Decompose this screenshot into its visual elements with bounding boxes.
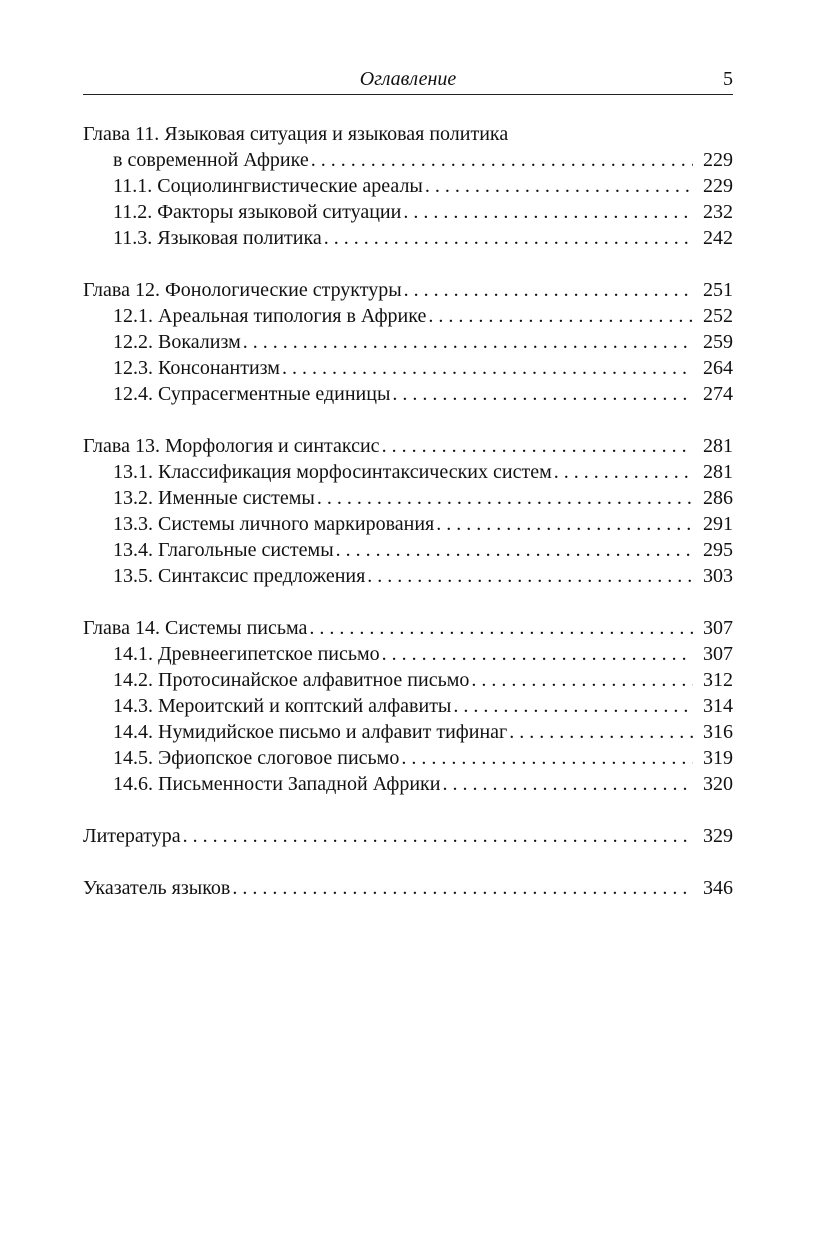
page-number: 5	[723, 68, 733, 90]
entry-label: 14.5. Эфиопское слоговое письмо	[113, 747, 400, 769]
language-index-title: Указатель языков	[83, 877, 231, 899]
entry-label: 14.4. Нумидийское письмо и алфавит тифинаг	[113, 721, 508, 743]
entry-page: 320	[703, 773, 733, 795]
entry-page: 281	[703, 461, 733, 483]
toc-entry[interactable]	[83, 485, 733, 511]
entry-label: 13.4. Глагольные системы	[113, 539, 334, 561]
leader-dots	[509, 719, 693, 745]
toc-chapter-entry[interactable]	[83, 875, 733, 901]
leader-dots	[232, 875, 693, 901]
entry-label: 14.6. Письменности Западной Африки	[113, 773, 441, 795]
entry-page: 329	[703, 825, 733, 847]
leader-dots	[404, 277, 693, 303]
leader-dots	[311, 147, 693, 173]
entry-page: 274	[703, 383, 733, 405]
entry-page: 291	[703, 513, 733, 535]
entry-page: 286	[703, 487, 733, 509]
table-of-contents	[83, 121, 733, 927]
leader-dots	[554, 459, 693, 485]
toc-entry[interactable]	[83, 563, 733, 589]
toc-chapter-entry[interactable]	[83, 433, 733, 459]
leader-dots	[392, 381, 693, 407]
entry-label: 14.2. Протосинайское алфавитное письмо	[113, 669, 470, 691]
entry-label: 13.3. Системы личного маркирования	[113, 513, 435, 535]
leader-dots	[453, 693, 693, 719]
leader-dots	[471, 667, 693, 693]
toc-chapter-14	[83, 615, 733, 797]
chapter-title-line1: Глава 11. Языковая ситуация и языковая политика	[83, 123, 509, 145]
leader-dots	[243, 329, 693, 355]
entry-label: 14.1. Древнеегипетское письмо	[113, 643, 380, 665]
toc-chapter-entry[interactable]	[83, 615, 733, 641]
toc-entry[interactable]	[83, 719, 733, 745]
leader-dots	[382, 433, 693, 459]
toc-chapter-entry[interactable]	[83, 277, 733, 303]
bibliography-title: Литература	[83, 825, 181, 847]
toc-entry[interactable]	[83, 459, 733, 485]
leader-dots	[324, 225, 693, 251]
entry-page: 303	[703, 565, 733, 587]
entry-label: 11.1. Социолингвистические ареалы	[113, 175, 423, 197]
entry-page: 251	[703, 279, 733, 301]
toc-chapter-title[interactable]	[83, 121, 733, 147]
entry-page: 319	[703, 747, 733, 769]
entry-page: 229	[703, 175, 733, 197]
toc-chapter-11	[83, 121, 733, 251]
leader-dots	[367, 563, 693, 589]
leader-dots	[183, 823, 693, 849]
leader-dots	[403, 199, 693, 225]
toc-entry[interactable]	[83, 199, 733, 225]
chapter-title: Глава 12. Фонологические структуры	[83, 279, 402, 301]
entry-label: 12.4. Супрасегментные единицы	[113, 383, 391, 405]
toc-entry[interactable]	[83, 641, 733, 667]
toc-bibliography	[83, 823, 733, 849]
leader-dots	[436, 511, 693, 537]
leader-dots	[428, 303, 693, 329]
toc-entry[interactable]	[83, 225, 733, 251]
chapter-title: Глава 13. Морфология и синтаксис	[83, 435, 380, 457]
leader-dots	[317, 485, 693, 511]
entry-label: 12.1. Ареальная типология в Африке	[113, 305, 427, 327]
toc-entry[interactable]	[83, 147, 733, 173]
toc-chapter-entry[interactable]	[83, 823, 733, 849]
entry-page: 307	[703, 643, 733, 665]
running-head	[83, 66, 733, 95]
toc-chapter-13	[83, 433, 733, 589]
entry-page: 229	[703, 149, 733, 171]
entry-page: 346	[703, 877, 733, 899]
entry-page: 307	[703, 617, 733, 639]
toc-entry[interactable]	[83, 303, 733, 329]
toc-entry[interactable]	[83, 693, 733, 719]
running-title: Оглавление	[359, 68, 457, 90]
entry-page: 252	[703, 305, 733, 327]
entry-page: 281	[703, 435, 733, 457]
entry-page: 314	[703, 695, 733, 717]
entry-label: 13.1. Классификация морфосинтаксических систем	[113, 461, 552, 483]
toc-language-index	[83, 875, 733, 901]
toc-entry[interactable]	[83, 329, 733, 355]
leader-dots	[425, 173, 693, 199]
toc-entry[interactable]	[83, 173, 733, 199]
toc-chapter-12	[83, 277, 733, 407]
entry-label: 12.3. Консонантизм	[113, 357, 280, 379]
chapter-title: Глава 14. Системы письма	[83, 617, 308, 639]
chapter-title-line2: в современной Африке	[113, 149, 309, 171]
entry-page: 312	[703, 669, 733, 691]
toc-entry[interactable]	[83, 745, 733, 771]
entry-label: 11.2. Факторы языковой ситуации	[113, 201, 402, 223]
entry-label: 13.2. Именные системы	[113, 487, 315, 509]
entry-label: 11.3. Языковая политика	[113, 227, 322, 249]
entry-label: 12.2. Вокализм	[113, 331, 241, 353]
entry-page: 295	[703, 539, 733, 561]
entry-page: 242	[703, 227, 733, 249]
entry-label: 14.3. Мероитский и коптский алфавиты	[113, 695, 452, 717]
toc-entry[interactable]	[83, 511, 733, 537]
toc-entry[interactable]	[83, 537, 733, 563]
entry-page: 259	[703, 331, 733, 353]
entry-page: 316	[703, 721, 733, 743]
leader-dots	[309, 615, 693, 641]
leader-dots	[336, 537, 693, 563]
toc-entry[interactable]	[83, 381, 733, 407]
leader-dots	[401, 745, 693, 771]
entry-page: 232	[703, 201, 733, 223]
toc-entry[interactable]	[83, 771, 733, 797]
leader-dots	[382, 641, 693, 667]
leader-dots	[442, 771, 693, 797]
toc-entry[interactable]	[83, 667, 733, 693]
entry-label: 13.5. Синтаксис предложения	[113, 565, 366, 587]
leader-dots	[282, 355, 693, 381]
toc-entry[interactable]	[83, 355, 733, 381]
entry-page: 264	[703, 357, 733, 379]
